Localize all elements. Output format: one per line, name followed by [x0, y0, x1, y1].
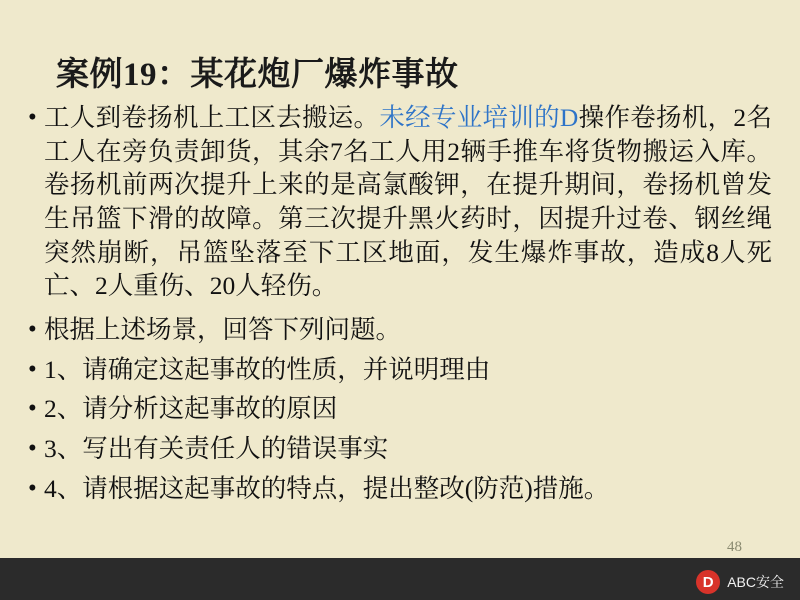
bullet-dot-icon: •: [28, 315, 37, 343]
list-item-text: [44, 472, 772, 506]
list-item-text: [44, 432, 772, 466]
bullet-dot-icon: •: [28, 395, 37, 423]
text-run: 操作卷扬机，2名工人在旁负责卸货，其余7名工人用2辆手推车将货物搬运入库。卷扬机前两次提升上来的是高氯酸钾，在提升期间，卷扬机曾发生吊篮下滑的故障。第三次提升黑火药时，因提升过卷、钢丝绳突然崩断，吊篮坠落至下工区地面，发生爆炸事故，造成8人死亡、2人重伤、20人轻伤。: [44, 103, 772, 301]
list-item: [28, 432, 772, 466]
slide-body-list: [28, 101, 772, 505]
text-run: 3、写出有关责任人的错误事实: [44, 433, 389, 463]
bullet-dot-icon: •: [28, 434, 37, 462]
bullet-dot-icon: •: [28, 474, 37, 502]
bullet-dot-icon: •: [28, 104, 37, 131]
list-item-text: [44, 101, 772, 303]
list-item: [28, 313, 772, 347]
footer-bar: [0, 558, 800, 600]
brand-logo-icon: D: [696, 570, 720, 594]
list-item: [28, 101, 772, 303]
list-item: [28, 392, 772, 426]
watermark-label: ABC安全: [727, 574, 784, 590]
text-run: 根据上述场景，回答下列问题。: [44, 314, 402, 344]
page-title: 案例19：某花炮厂爆炸事故: [56, 57, 459, 93]
page-number: 48: [727, 539, 742, 555]
list-item: [28, 472, 772, 506]
list-item-text: [44, 392, 772, 426]
text-run: 4、请根据这起事故的特点，提出整改(防范)措施。: [44, 473, 610, 503]
text-run: 2、请分析这起事故的原因: [44, 394, 338, 424]
list-item: [28, 353, 772, 387]
text-run: 1、请确定这起事故的性质，并说明理由: [44, 354, 491, 384]
text-run: 工人到卷扬机上工区去搬运。: [44, 103, 380, 132]
highlighted-text: 未经专业培训的D: [379, 103, 579, 132]
list-item-text: [44, 353, 772, 387]
list-item-text: [44, 313, 772, 347]
bullet-dot-icon: •: [28, 355, 37, 383]
watermark: [696, 570, 784, 594]
